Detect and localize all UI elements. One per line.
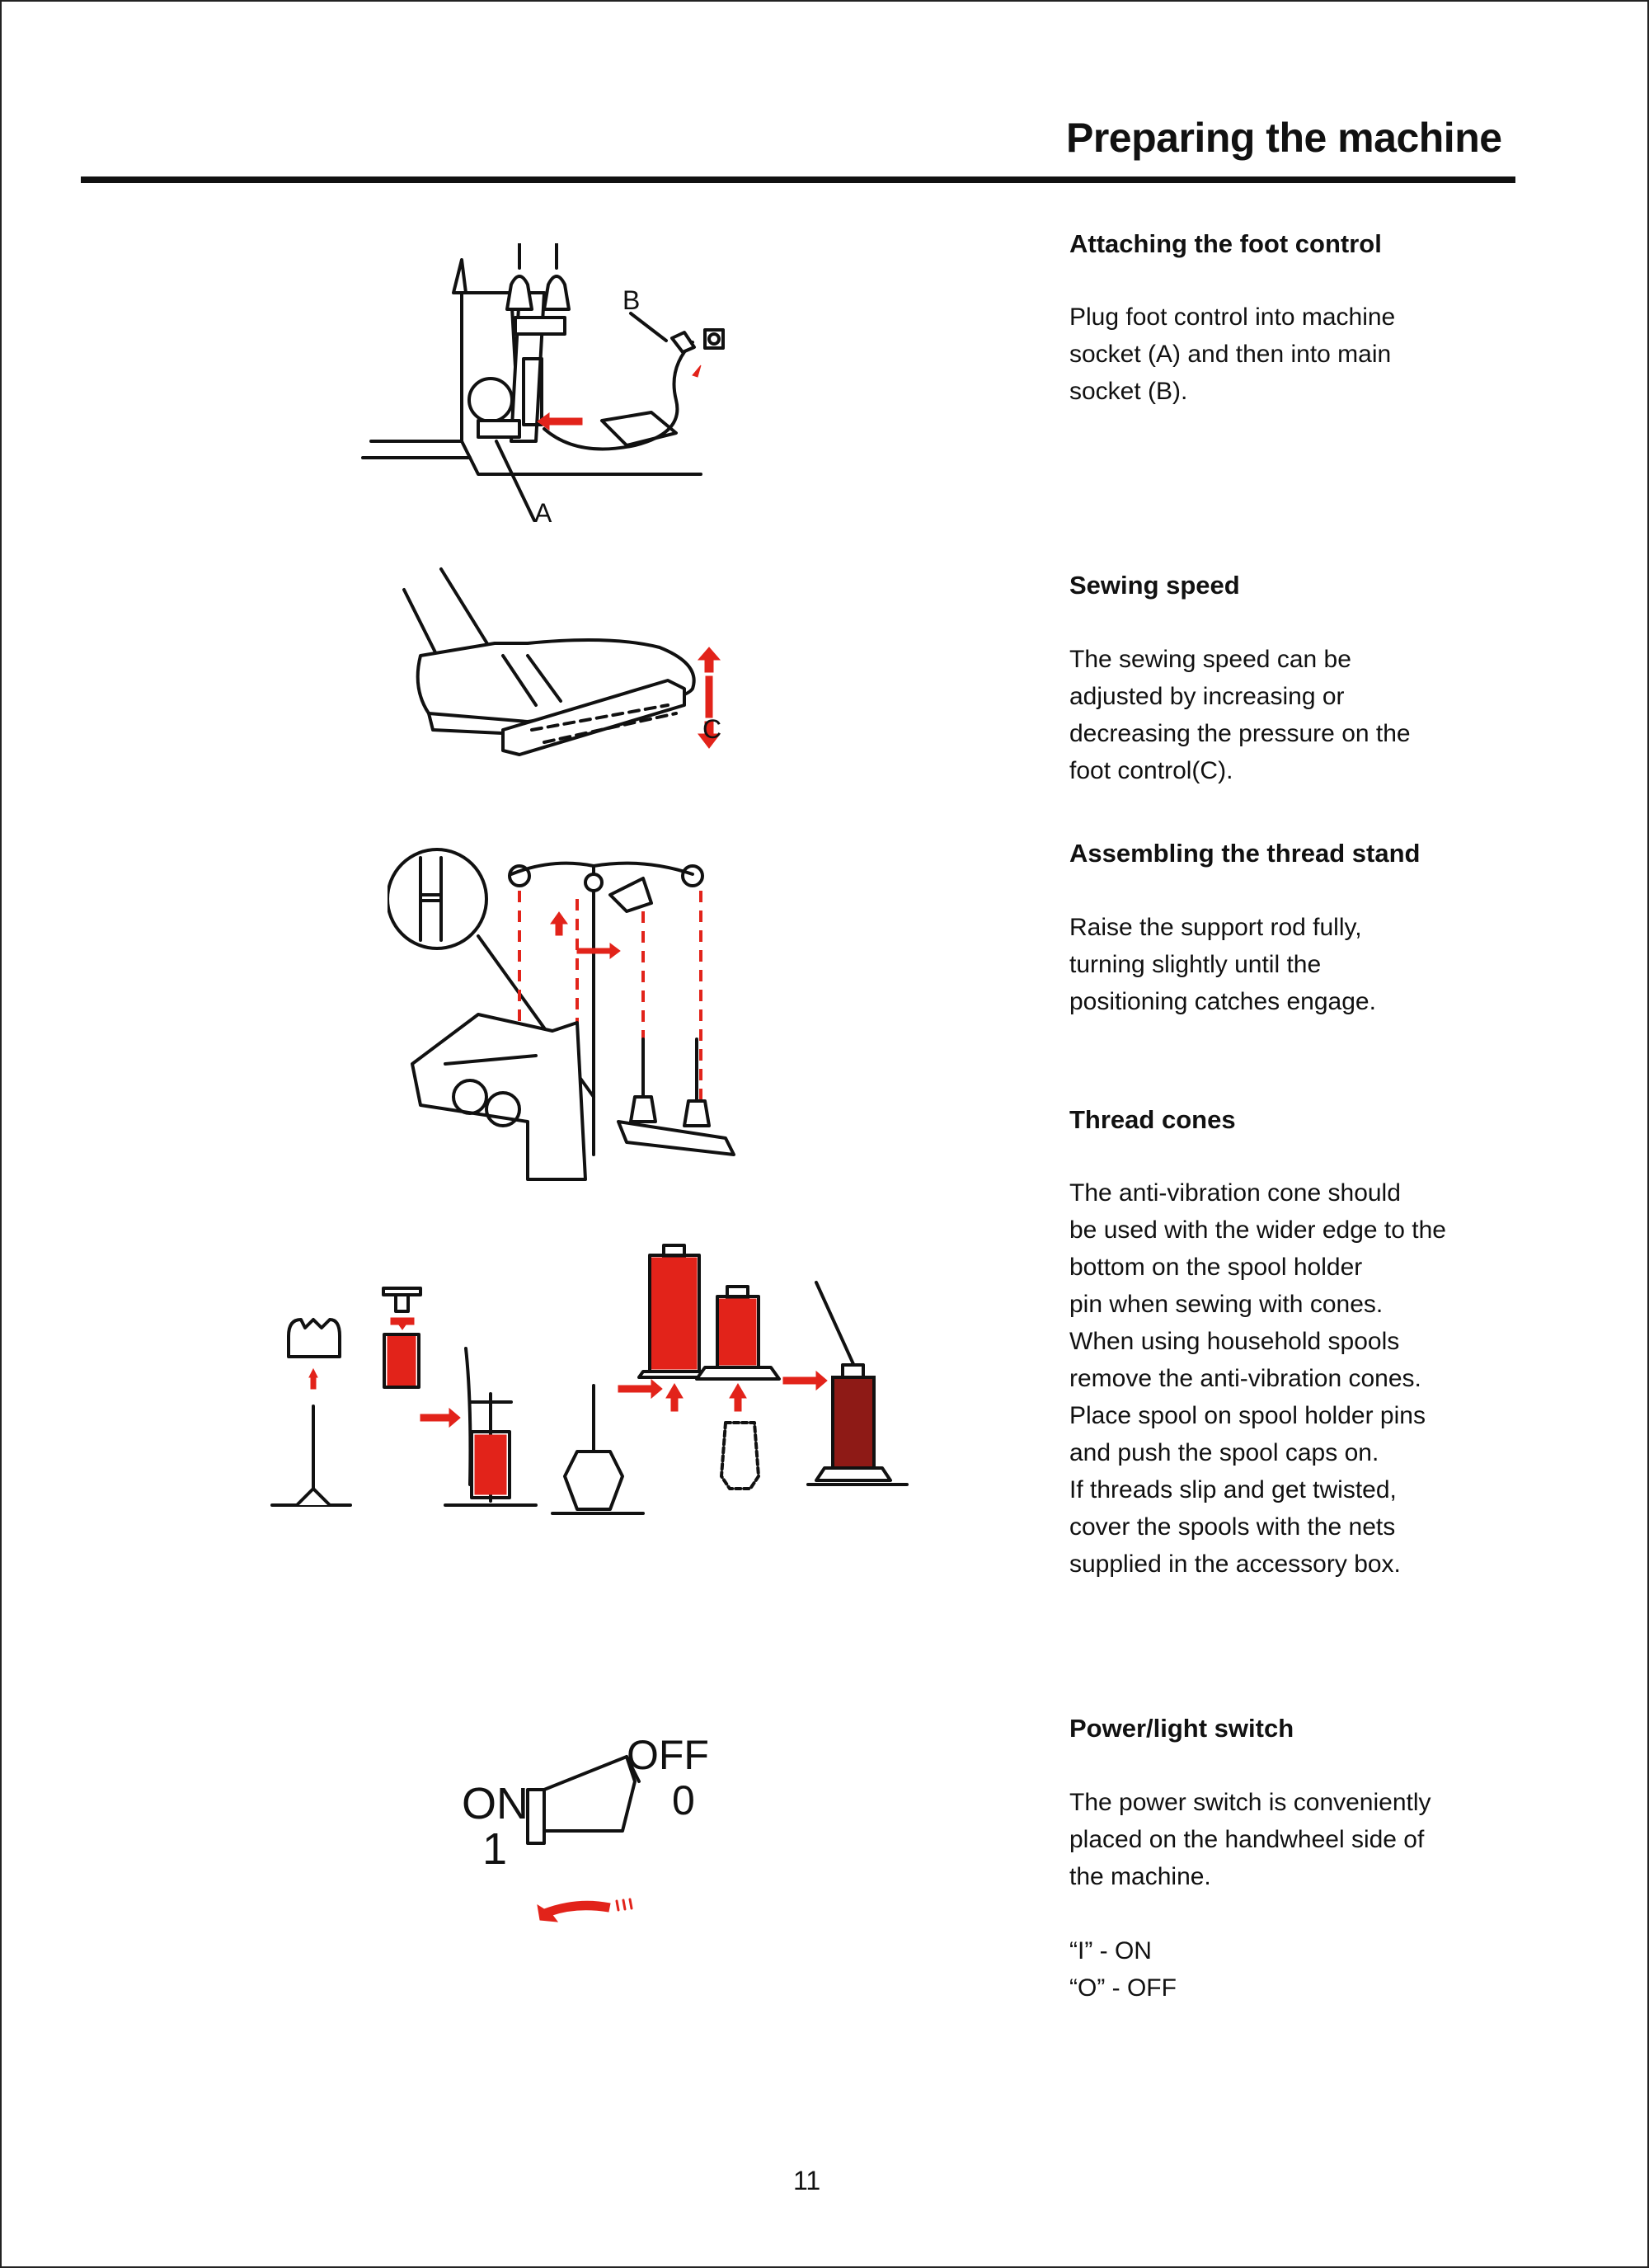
section-body: The power switch is conveniently placed on the handwheel side of the machine. “I” - ON “O” - OFF	[1069, 1789, 1431, 2002]
section-body: The anti-vibration cone should be used with the wider edge to the bottom on the spool holder pin when sewing with cones. When using household spools remove the anti-vibration cones. Place spool on spool holder pins and push the spool caps on. If threads slip and get twisted, cover the spools with the nets supplied in the accessory box.	[1069, 1179, 1446, 1578]
section-body: Raise the support rod fully, turning slightly until the positioning catches engage.	[1069, 914, 1376, 1015]
section-body: The sewing speed can be adjusted by increasing or decreasing the pressure on the foot control(C).	[1069, 646, 1411, 784]
label-on: ON	[462, 1779, 529, 1828]
section-heading: Sewing speed	[1069, 571, 1240, 600]
label-a: A	[534, 498, 552, 528]
section-heading: Assembling the thread stand	[1069, 839, 1421, 868]
sewing-speed-illustration	[396, 565, 759, 779]
section-heading: Power/light switch	[1069, 1714, 1294, 1743]
power-switch-illustration	[445, 1724, 759, 1938]
foot-control-illustration	[355, 243, 742, 540]
section-heading: Thread cones	[1069, 1105, 1236, 1134]
thread-stand-illustration	[388, 833, 750, 1188]
label-c: C	[702, 714, 722, 744]
section-heading: Attaching the foot control	[1069, 229, 1382, 258]
section-body: Plug foot control into machine socket (A) and then into main socket (B).	[1069, 303, 1396, 405]
label-b: B	[622, 285, 641, 315]
title-rule	[81, 176, 1515, 183]
label-on-symbol: 1	[482, 1824, 508, 1874]
label-off-symbol: 0	[672, 1777, 695, 1823]
thread-cones-illustration	[247, 1237, 923, 1517]
page-title: Preparing the machine	[1066, 115, 1502, 161]
page-number: 11	[793, 2166, 821, 2195]
label-off: OFF	[627, 1732, 709, 1778]
